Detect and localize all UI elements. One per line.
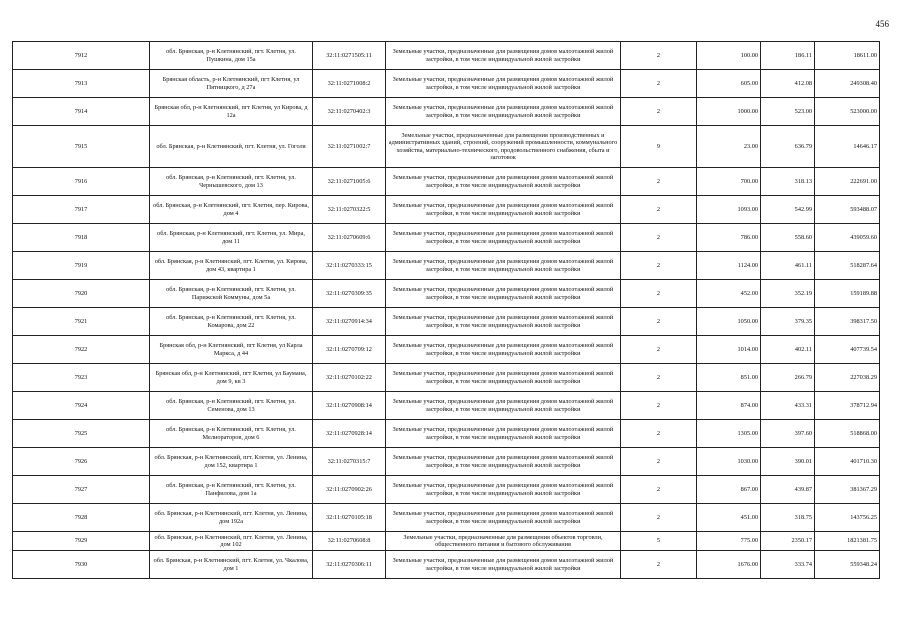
- row-cadastral-value: 559348.24: [815, 551, 880, 579]
- row-number: 7919: [13, 252, 150, 280]
- row-cadastral-number: 32:11:0270908:14: [313, 392, 386, 420]
- row-number: 7917: [13, 196, 150, 224]
- table-row: [13, 98, 880, 126]
- row-cadastral-number: 32:11:0270322:5: [313, 196, 386, 224]
- row-number: 7924: [13, 392, 150, 420]
- table-row: [13, 532, 880, 551]
- table-row: [13, 308, 880, 336]
- row-group: 2: [621, 308, 697, 336]
- row-address: обл. Брянская, р-н Клетнянский, пгт. Клетня, ул. Ленина, дом 102: [150, 532, 313, 551]
- row-number: 7930: [13, 551, 150, 579]
- row-cadastral-value: 143756.25: [815, 504, 880, 532]
- row-cadastral-number: 32:11:0270609:6: [313, 224, 386, 252]
- row-cadastral-value: 439059.60: [815, 224, 880, 252]
- row-cadastral-value: 401710.30: [815, 448, 880, 476]
- row-cadastral-value: 381367.29: [815, 476, 880, 504]
- row-address: Брянская область, р-н Клетнянский, пгт Клетня, ул Пятницкого, д 27а: [150, 70, 313, 98]
- row-cadastral-number: 32:11:0270928:14: [313, 420, 386, 448]
- row-address: обл. Брянская, р-н Клетнянский, пгт. Клетня, пер. Кирова, дом 4: [150, 196, 313, 224]
- row-address: обл. Брянская, р-н Клетнянский, пгт. Клетня, ул. Мира, дом 11: [150, 224, 313, 252]
- row-specific-value: 402.11: [761, 336, 815, 364]
- row-cadastral-value: 378712.94: [815, 392, 880, 420]
- row-address: обл. Брянская, р-н Клетнянский, пгт. Клетня, ул. Гоголя: [150, 126, 313, 168]
- row-specific-value: 186.11: [761, 42, 815, 70]
- row-group: 2: [621, 70, 697, 98]
- row-specific-value: 461.11: [761, 252, 815, 280]
- row-cadastral-value: 518287.64: [815, 252, 880, 280]
- row-land-use: Земельные участки, предназначенные для размещения домов малоэтажной жилой застройки, в том числе индивидуальной жилой застройки: [386, 168, 621, 196]
- table-row: [13, 551, 880, 579]
- row-cadastral-value: 249308.40: [815, 70, 880, 98]
- row-specific-value: 636.79: [761, 126, 815, 168]
- row-specific-value: 266.79: [761, 364, 815, 392]
- row-cadastral-number: 32:11:0270402:3: [313, 98, 386, 126]
- row-area: 867.00: [697, 476, 761, 504]
- row-area: 700.00: [697, 168, 761, 196]
- row-area: 1030.00: [697, 448, 761, 476]
- row-specific-value: 542.99: [761, 196, 815, 224]
- row-group: 5: [621, 532, 697, 551]
- row-cadastral-value: 18611.00: [815, 42, 880, 70]
- row-land-use: Земельные участки, предназначенные для размещения домов малоэтажной жилой застройки, в том числе индивидуальной жилой застройки: [386, 308, 621, 336]
- row-address: обл. Брянская, р-н Клетнянский, пгт. Клетня, ул. Ленина, дом 152, квартира 1: [150, 448, 313, 476]
- row-number: 7912: [13, 42, 150, 70]
- row-area: 1305.00: [697, 420, 761, 448]
- row-cadastral-number: 32:11:0271002:7: [313, 126, 386, 168]
- row-area: 452.00: [697, 280, 761, 308]
- row-area: 1000.00: [697, 98, 761, 126]
- table-row: [13, 364, 880, 392]
- row-area: 786.00: [697, 224, 761, 252]
- row-group: 2: [621, 392, 697, 420]
- row-area: 1676.00: [697, 551, 761, 579]
- row-specific-value: 318.75: [761, 504, 815, 532]
- cadastral-value-table: [12, 41, 880, 579]
- table-row: [13, 504, 880, 532]
- row-group: 2: [621, 196, 697, 224]
- row-land-use: Земельные участки, предназначенные для размещения домов малоэтажной жилой застройки, в том числе индивидуальной жилой застройки: [386, 98, 621, 126]
- table-row: [13, 70, 880, 98]
- table-row: [13, 336, 880, 364]
- row-cadastral-number: 32:11:0270309:35: [313, 280, 386, 308]
- row-cadastral-value: 518868.00: [815, 420, 880, 448]
- row-group: 2: [621, 168, 697, 196]
- row-cadastral-number: 32:11:0271008:2: [313, 70, 386, 98]
- row-area: 874.00: [697, 392, 761, 420]
- row-land-use: Земельные участки, предназначенные для размещения домов малоэтажной жилой застройки, в том числе индивидуальной жилой застройки: [386, 420, 621, 448]
- row-cadastral-number: 32:11:0270102:22: [313, 364, 386, 392]
- row-cadastral-number: 32:11:0270608:8: [313, 532, 386, 551]
- row-land-use: Земельные участки, предназначенные для размещения домов малоэтажной жилой застройки, в том числе индивидуальной жилой застройки: [386, 336, 621, 364]
- row-land-use: Земельные участки, предназначенные для размещения домов малоэтажной жилой застройки, в том числе индивидуальной жилой застройки: [386, 252, 621, 280]
- row-land-use: Земельные участки, предназначенные для размещения домов малоэтажной жилой застройки, в том числе индивидуальной жилой застройки: [386, 280, 621, 308]
- row-cadastral-number: 32:11:0270709:12: [313, 336, 386, 364]
- row-specific-value: 433.31: [761, 392, 815, 420]
- table-row: [13, 476, 880, 504]
- row-land-use: Земельные участки, предназначенные для размещения домов малоэтажной жилой застройки, в том числе индивидуальной жилой застройки: [386, 476, 621, 504]
- row-group: 2: [621, 448, 697, 476]
- row-cadastral-value: 1821381.75: [815, 532, 880, 551]
- row-cadastral-value: 227038.29: [815, 364, 880, 392]
- row-address: обл. Брянская, р-н Клетнянский, пгт. Клетня, ул. Ленина, дом 192а: [150, 504, 313, 532]
- row-cadastral-number: 32:11:0270902:26: [313, 476, 386, 504]
- row-group: 9: [621, 126, 697, 168]
- table-row: [13, 126, 880, 168]
- row-area: 1093.00: [697, 196, 761, 224]
- row-area: 605.00: [697, 70, 761, 98]
- row-specific-value: 439.87: [761, 476, 815, 504]
- row-land-use: Земельные участки, предназначенные для размещения домов малоэтажной жилой застройки, в том числе индивидуальной жилой застройки: [386, 364, 621, 392]
- row-number: 7915: [13, 126, 150, 168]
- row-specific-value: 558.60: [761, 224, 815, 252]
- row-land-use: Земельные участки, предназначенные для размещения домов малоэтажной жилой застройки, в том числе индивидуальной жилой застройки: [386, 504, 621, 532]
- row-specific-value: 523.00: [761, 98, 815, 126]
- row-cadastral-value: 14646.17: [815, 126, 880, 168]
- row-area: 851.00: [697, 364, 761, 392]
- table-row: [13, 224, 880, 252]
- table-row: [13, 42, 880, 70]
- row-address: Брянская обл, р-н Клетнянский, пгт Клетня, ул Баумана, дом 9, кв 3: [150, 364, 313, 392]
- row-area: 1124.00: [697, 252, 761, 280]
- table-row: [13, 392, 880, 420]
- row-specific-value: 333.74: [761, 551, 815, 579]
- row-number: 7922: [13, 336, 150, 364]
- row-group: 2: [621, 224, 697, 252]
- row-land-use: Земельные участки, предназначенные для размещения домов малоэтажной жилой застройки, в том числе индивидуальной жилой застройки: [386, 392, 621, 420]
- row-cadastral-value: 523000.00: [815, 98, 880, 126]
- row-address: обл. Брянская, р-н Клетнянский, пгт. Клетня, ул. Пушкина, дом 15а: [150, 42, 313, 70]
- row-land-use: Земельные участки, предназначенные для размещения домов малоэтажной жилой застройки, в том числе индивидуальной жилой застройки: [386, 42, 621, 70]
- row-cadastral-number: 32:11:0271505:11: [313, 42, 386, 70]
- row-group: 2: [621, 551, 697, 579]
- row-group: 2: [621, 420, 697, 448]
- row-cadastral-value: 593488.07: [815, 196, 880, 224]
- row-specific-value: 412.08: [761, 70, 815, 98]
- row-number: 7921: [13, 308, 150, 336]
- table-row: [13, 168, 880, 196]
- row-number: 7923: [13, 364, 150, 392]
- row-land-use: Земельные участки, предназначенные для размещения домов малоэтажной жилой застройки, в том числе индивидуальной жилой застройки: [386, 70, 621, 98]
- row-cadastral-number: 32:11:0270105:18: [313, 504, 386, 532]
- row-area: 775.00: [697, 532, 761, 551]
- table-row: [13, 252, 880, 280]
- row-group: 2: [621, 252, 697, 280]
- row-land-use: Земельные участки, предназначенные для размещения объектов торговли, общественного питания и бытового обслуживания: [386, 532, 621, 551]
- row-group: 2: [621, 504, 697, 532]
- row-land-use: Земельные участки, предназначенные для размещения домов малоэтажной жилой застройки, в том числе индивидуальной жилой застройки: [386, 196, 621, 224]
- row-area: 451.00: [697, 504, 761, 532]
- row-address: обл. Брянская, р-н Клетнянский, пгт. Клетня, ул. Парижской Коммуны, дом 5а: [150, 280, 313, 308]
- row-address: обл. Брянская, р-н Клетнянский, пгт. Клетня, ул. Семенова, дом 13: [150, 392, 313, 420]
- table-row: [13, 420, 880, 448]
- row-cadastral-value: 398317.50: [815, 308, 880, 336]
- row-number: 7929: [13, 532, 150, 551]
- row-group: 2: [621, 42, 697, 70]
- row-specific-value: 390.01: [761, 448, 815, 476]
- page-number: 456: [875, 19, 889, 29]
- table-row: [13, 280, 880, 308]
- row-land-use: Земельные участки, предназначенные для размещения домов малоэтажной жилой застройки, в том числе индивидуальной жилой застройки: [386, 551, 621, 579]
- row-specific-value: 318.13: [761, 168, 815, 196]
- row-cadastral-value: 222691.00: [815, 168, 880, 196]
- row-area: 23.00: [697, 126, 761, 168]
- row-specific-value: 352.19: [761, 280, 815, 308]
- row-number: 7918: [13, 224, 150, 252]
- row-number: 7914: [13, 98, 150, 126]
- row-number: 7925: [13, 420, 150, 448]
- row-number: 7913: [13, 70, 150, 98]
- row-address: обл. Брянская, р-н Клетнянский, пгт. Клетня, ул. Мелиораторов, дом 6: [150, 420, 313, 448]
- table-row: [13, 196, 880, 224]
- row-specific-value: 2350.17: [761, 532, 815, 551]
- row-cadastral-value: 407739.54: [815, 336, 880, 364]
- row-number: 7916: [13, 168, 150, 196]
- row-cadastral-number: 32:11:0270914:34: [313, 308, 386, 336]
- row-specific-value: 379.35: [761, 308, 815, 336]
- row-number: 7928: [13, 504, 150, 532]
- row-area: 1050.00: [697, 308, 761, 336]
- row-cadastral-number: 32:11:0270315:7: [313, 448, 386, 476]
- row-group: 2: [621, 336, 697, 364]
- row-group: 2: [621, 280, 697, 308]
- row-number: 7920: [13, 280, 150, 308]
- row-land-use: Земельные участки, предназначенные для размещения домов малоэтажной жилой застройки, в том числе индивидуальной жилой застройки: [386, 448, 621, 476]
- table-body: [13, 42, 880, 579]
- row-cadastral-number: 32:11:0271005:6: [313, 168, 386, 196]
- row-number: 7927: [13, 476, 150, 504]
- row-address: Брянская обл, р-н Клетнянский, пгт Клетня, ул Карла Маркса, д 44: [150, 336, 313, 364]
- row-address: обл. Брянская, р-н Клетнянский, пгт. Клетня, ул. Кирова, дом 43, квартира 1: [150, 252, 313, 280]
- row-group: 2: [621, 98, 697, 126]
- row-cadastral-number: 32:11:0270306:11: [313, 551, 386, 579]
- row-area: 100.00: [697, 42, 761, 70]
- row-area: 1014.00: [697, 336, 761, 364]
- row-address: обл. Брянская, р-н Клетнянский, пгт. Клетня, ул. Панфилова, дом 1а: [150, 476, 313, 504]
- row-specific-value: 397.60: [761, 420, 815, 448]
- row-land-use: Земельные участки, предназначенные для размещения производственных и административных зданий, строений, сооружений промышленности, коммунального хозяйства, материально-технического, продовольственного снабжения, сбыта и заготовок: [386, 126, 621, 168]
- row-number: 7926: [13, 448, 150, 476]
- row-address: обл. Брянская, р-н Клетнянский, пгт. Клетня, ул. Комарова, дом 22: [150, 308, 313, 336]
- row-land-use: Земельные участки, предназначенные для размещения домов малоэтажной жилой застройки, в том числе индивидуальной жилой застройки: [386, 224, 621, 252]
- table-row: [13, 448, 880, 476]
- row-group: 2: [621, 364, 697, 392]
- row-address: Брянская обл, р-н Клетнянский, пгт Клетня, ул Кирова, д 12а: [150, 98, 313, 126]
- row-cadastral-number: 32:11:0270333:15: [313, 252, 386, 280]
- row-address: обл. Брянская, р-н Клетнянский, пгт. Клетня, ул. Чернышевского, дом 13: [150, 168, 313, 196]
- row-cadastral-value: 159189.88: [815, 280, 880, 308]
- row-group: 2: [621, 476, 697, 504]
- row-address: обл. Брянская, р-н Клетнянский, пгт. Клетня, ул. Чкалова, дом 1: [150, 551, 313, 579]
